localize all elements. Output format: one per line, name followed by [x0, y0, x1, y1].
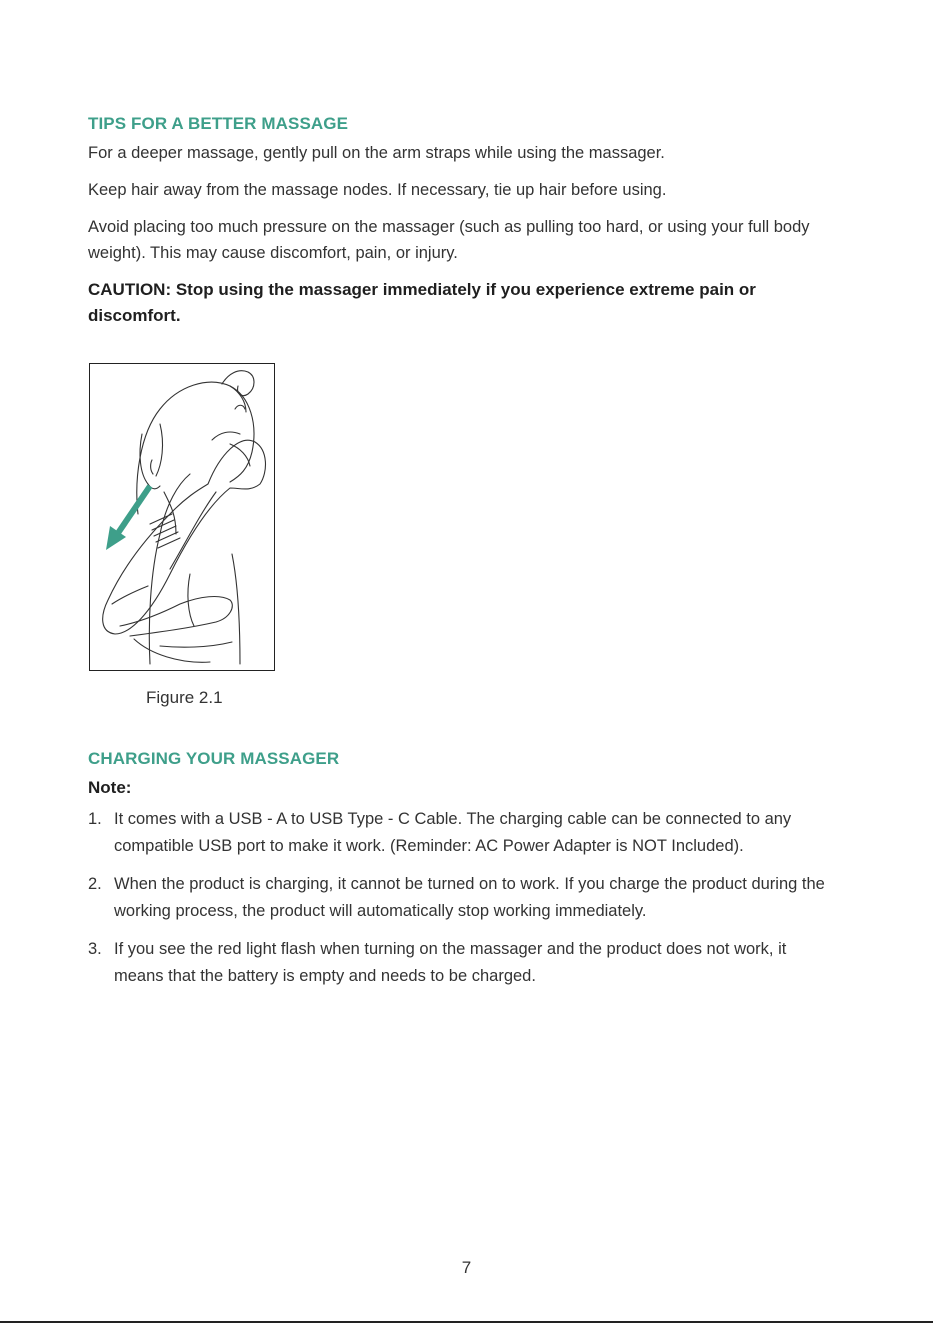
- list-item: [88, 936, 838, 990]
- charging-section: [88, 748, 848, 1001]
- list-item-text: If you see the red light flash when turning on the massager and the product does not work, it means that the battery is empty and needs to be charged.: [114, 940, 787, 985]
- page-number: 7: [461, 1258, 472, 1277]
- person-using-massager-illustration: [90, 364, 274, 670]
- figure-caption: Figure 2.1: [146, 688, 223, 707]
- list-item: [88, 806, 838, 860]
- list-item-number: 3.: [88, 940, 102, 958]
- tips-section: [88, 113, 848, 329]
- charging-title: CHARGING YOUR MASSAGER: [88, 749, 340, 768]
- pull-direction-arrow: [106, 486, 150, 550]
- bottom-divider: [0, 1321, 933, 1323]
- tip-paragraph: For a deeper massage, gently pull on the arm straps while using the massager.: [88, 144, 665, 162]
- tips-title: TIPS FOR A BETTER MASSAGE: [88, 114, 349, 133]
- note-label: Note:: [88, 778, 132, 797]
- tip-paragraph: Keep hair away from the massage nodes. If necessary, tie up hair before using.: [88, 181, 667, 199]
- list-item-number: 1.: [88, 810, 102, 828]
- figure-illustration: [89, 363, 275, 671]
- list-item-number: 2.: [88, 875, 102, 893]
- caution-text: CAUTION: Stop using the massager immediately if you experience extreme pain or discomfort.: [88, 280, 756, 325]
- list-item: [88, 871, 838, 925]
- list-item-text: It comes with a USB - A to USB Type - C Cable. The charging cable can be connected to any compatible USB port to make it work. (Reminder: AC Power Adapter is NOT Included).: [114, 810, 792, 855]
- charging-notes-list: [88, 806, 838, 990]
- tip-paragraph: Avoid placing too much pressure on the massager (such as pulling too hard, or using your full body weight). This may cause discomfort, pain, or injury.: [88, 218, 810, 262]
- list-item-text: When the product is charging, it cannot be turned on to work. If you charge the product during the working process, the product will automatically stop working immediately.: [114, 875, 825, 920]
